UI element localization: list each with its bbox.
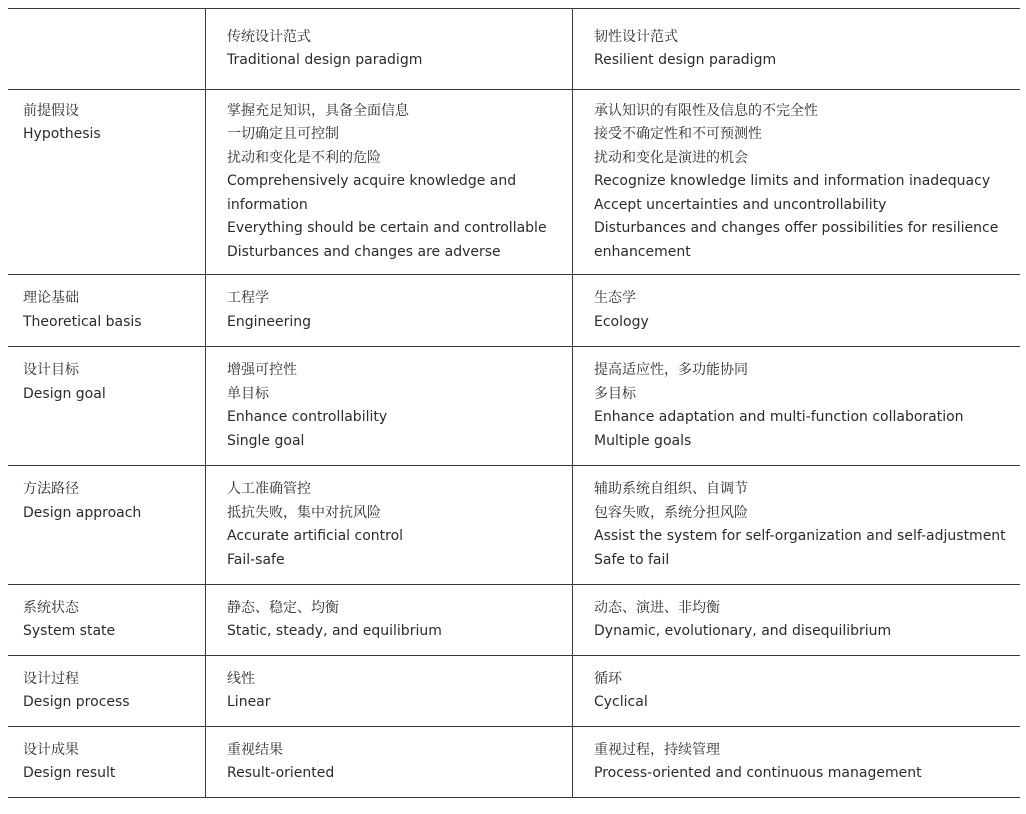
row-label-zh: 设计成果 [23,741,79,758]
header-resilient-en: Resilient design paradigm [594,52,777,68]
cell-line: 增强可控性 [227,362,297,378]
cell-line: Cyclical [594,694,648,710]
table-row-design-goal [8,347,1020,466]
traditional-cell [205,466,572,584]
resilient-cell [572,275,1020,346]
cell-line: 掌握充足知识，具备全面信息 [227,102,409,119]
cell-line: enhancement [594,243,691,260]
cell-line: Safe to fail [594,551,670,568]
table-row-hypothesis [8,90,1020,275]
cell-line: Result-oriented [227,765,335,781]
cell-line: 生态学 [594,290,636,306]
cell-line: 重视结果 [227,741,283,758]
table-row-theoretical-basis [8,275,1020,347]
cell-line: 单目标 [227,385,269,402]
cell-line: 工程学 [227,290,269,306]
row-label-zh: 方法路径 [23,481,79,497]
cell-line: Linear [227,694,271,710]
cell-line: Engineering [227,313,311,330]
header-resilient-zh: 韧性设计范式 [594,28,678,45]
traditional-cell [205,90,572,274]
traditional-cell [205,275,572,346]
table-row-design-result [8,727,1020,798]
resilient-cell [572,727,1020,797]
cell-line: Process-oriented and continuous management [594,765,922,781]
header-cell-traditional [205,9,572,89]
header-traditional-zh: 传统设计范式 [227,28,311,45]
table-row-system-state [8,585,1020,656]
cell-line: 接受不确定性和不可预测性 [594,126,762,143]
row-label-en: System state [23,623,116,639]
header-traditional-en: Traditional design paradigm [227,52,423,68]
cell-line: Comprehensively acquire knowledge and [227,173,517,190]
row-label-en: Theoretical basis [23,313,142,330]
row-label-cell [8,90,205,274]
cell-line: 辅助系统自组织、自调节 [594,481,748,497]
cell-line: 扰动和变化是不利的危险 [227,149,381,166]
cell-line: Single goal [227,432,305,449]
table-row-design-process [8,656,1020,727]
cell-line: 一切确定且可控制 [227,126,339,143]
cell-line: 提高适应性，多功能协同 [594,362,748,378]
row-label-en: Design result [23,765,116,781]
cell-line: Fail-safe [227,551,285,568]
row-label-cell [8,347,205,465]
cell-line: Dynamic, evolutionary, and disequilibrium [594,623,892,639]
row-label-en: Design process [23,694,130,710]
cell-line: 动态、演进、非均衡 [594,599,720,616]
resilient-cell [572,466,1020,584]
cell-line: 重视过程，持续管理 [594,741,720,758]
cell-line: Ecology [594,313,649,330]
resilient-cell [572,656,1020,726]
table-row-design-approach [8,466,1020,585]
cell-line: Accept uncertainties and uncontrollability [594,196,887,213]
row-label-zh: 设计过程 [23,670,79,687]
row-label-en: Design approach [23,504,142,521]
traditional-cell [205,585,572,655]
cell-line: Disturbances and changes are adverse [227,243,501,260]
row-label-cell [8,585,205,655]
cell-line: 承认知识的有限性及信息的不完全性 [594,102,818,119]
cell-line: 静态、稳定、均衡 [227,599,339,616]
row-label-zh: 前提假设 [23,102,79,119]
cell-line: 扰动和变化是演进的机会 [594,149,748,166]
cell-line: Accurate artificial control [227,528,404,544]
header-cell-resilient [572,9,1020,89]
cell-line: Recognize knowledge limits and information inadequacy [594,173,991,190]
row-label-cell [8,275,205,346]
cell-line: 抵抗失败，集中对抗风险 [227,504,381,521]
cell-line: Multiple goals [594,432,692,449]
cell-line: 循环 [594,670,622,687]
row-label-en: Design goal [23,385,106,402]
cell-line: Disturbances and changes offer possibilities for resilience [594,220,999,237]
row-label-zh: 设计目标 [23,362,79,378]
resilient-cell [572,585,1020,655]
row-label-zh: 理论基础 [23,290,79,306]
table-header-row [8,9,1020,90]
cell-line: 线性 [227,670,255,687]
cell-line: 包容失败，系统分担风险 [594,504,748,521]
row-label-cell [8,466,205,584]
comparison-table [8,8,1020,798]
cell-line: Enhance controllability [227,409,388,425]
traditional-cell [205,347,572,465]
traditional-cell [205,656,572,726]
row-label-cell [8,656,205,726]
resilient-cell [572,90,1020,274]
cell-line: Assist the system for self-organization and self-adjustment [594,528,1006,544]
cell-line: information [227,196,308,213]
row-label-en: Hypothesis [23,126,101,143]
cell-line: 人工准确管控 [227,481,311,497]
header-cell-empty [8,9,205,89]
traditional-cell [205,727,572,797]
row-label-zh: 系统状态 [23,599,79,616]
cell-line: Enhance adaptation and multi-function collaboration [594,409,964,425]
cell-line: Everything should be certain and controllable [227,220,547,237]
resilient-cell [572,347,1020,465]
row-label-cell [8,727,205,797]
cell-line: 多目标 [594,385,636,402]
cell-line: Static, steady, and equilibrium [227,623,442,639]
